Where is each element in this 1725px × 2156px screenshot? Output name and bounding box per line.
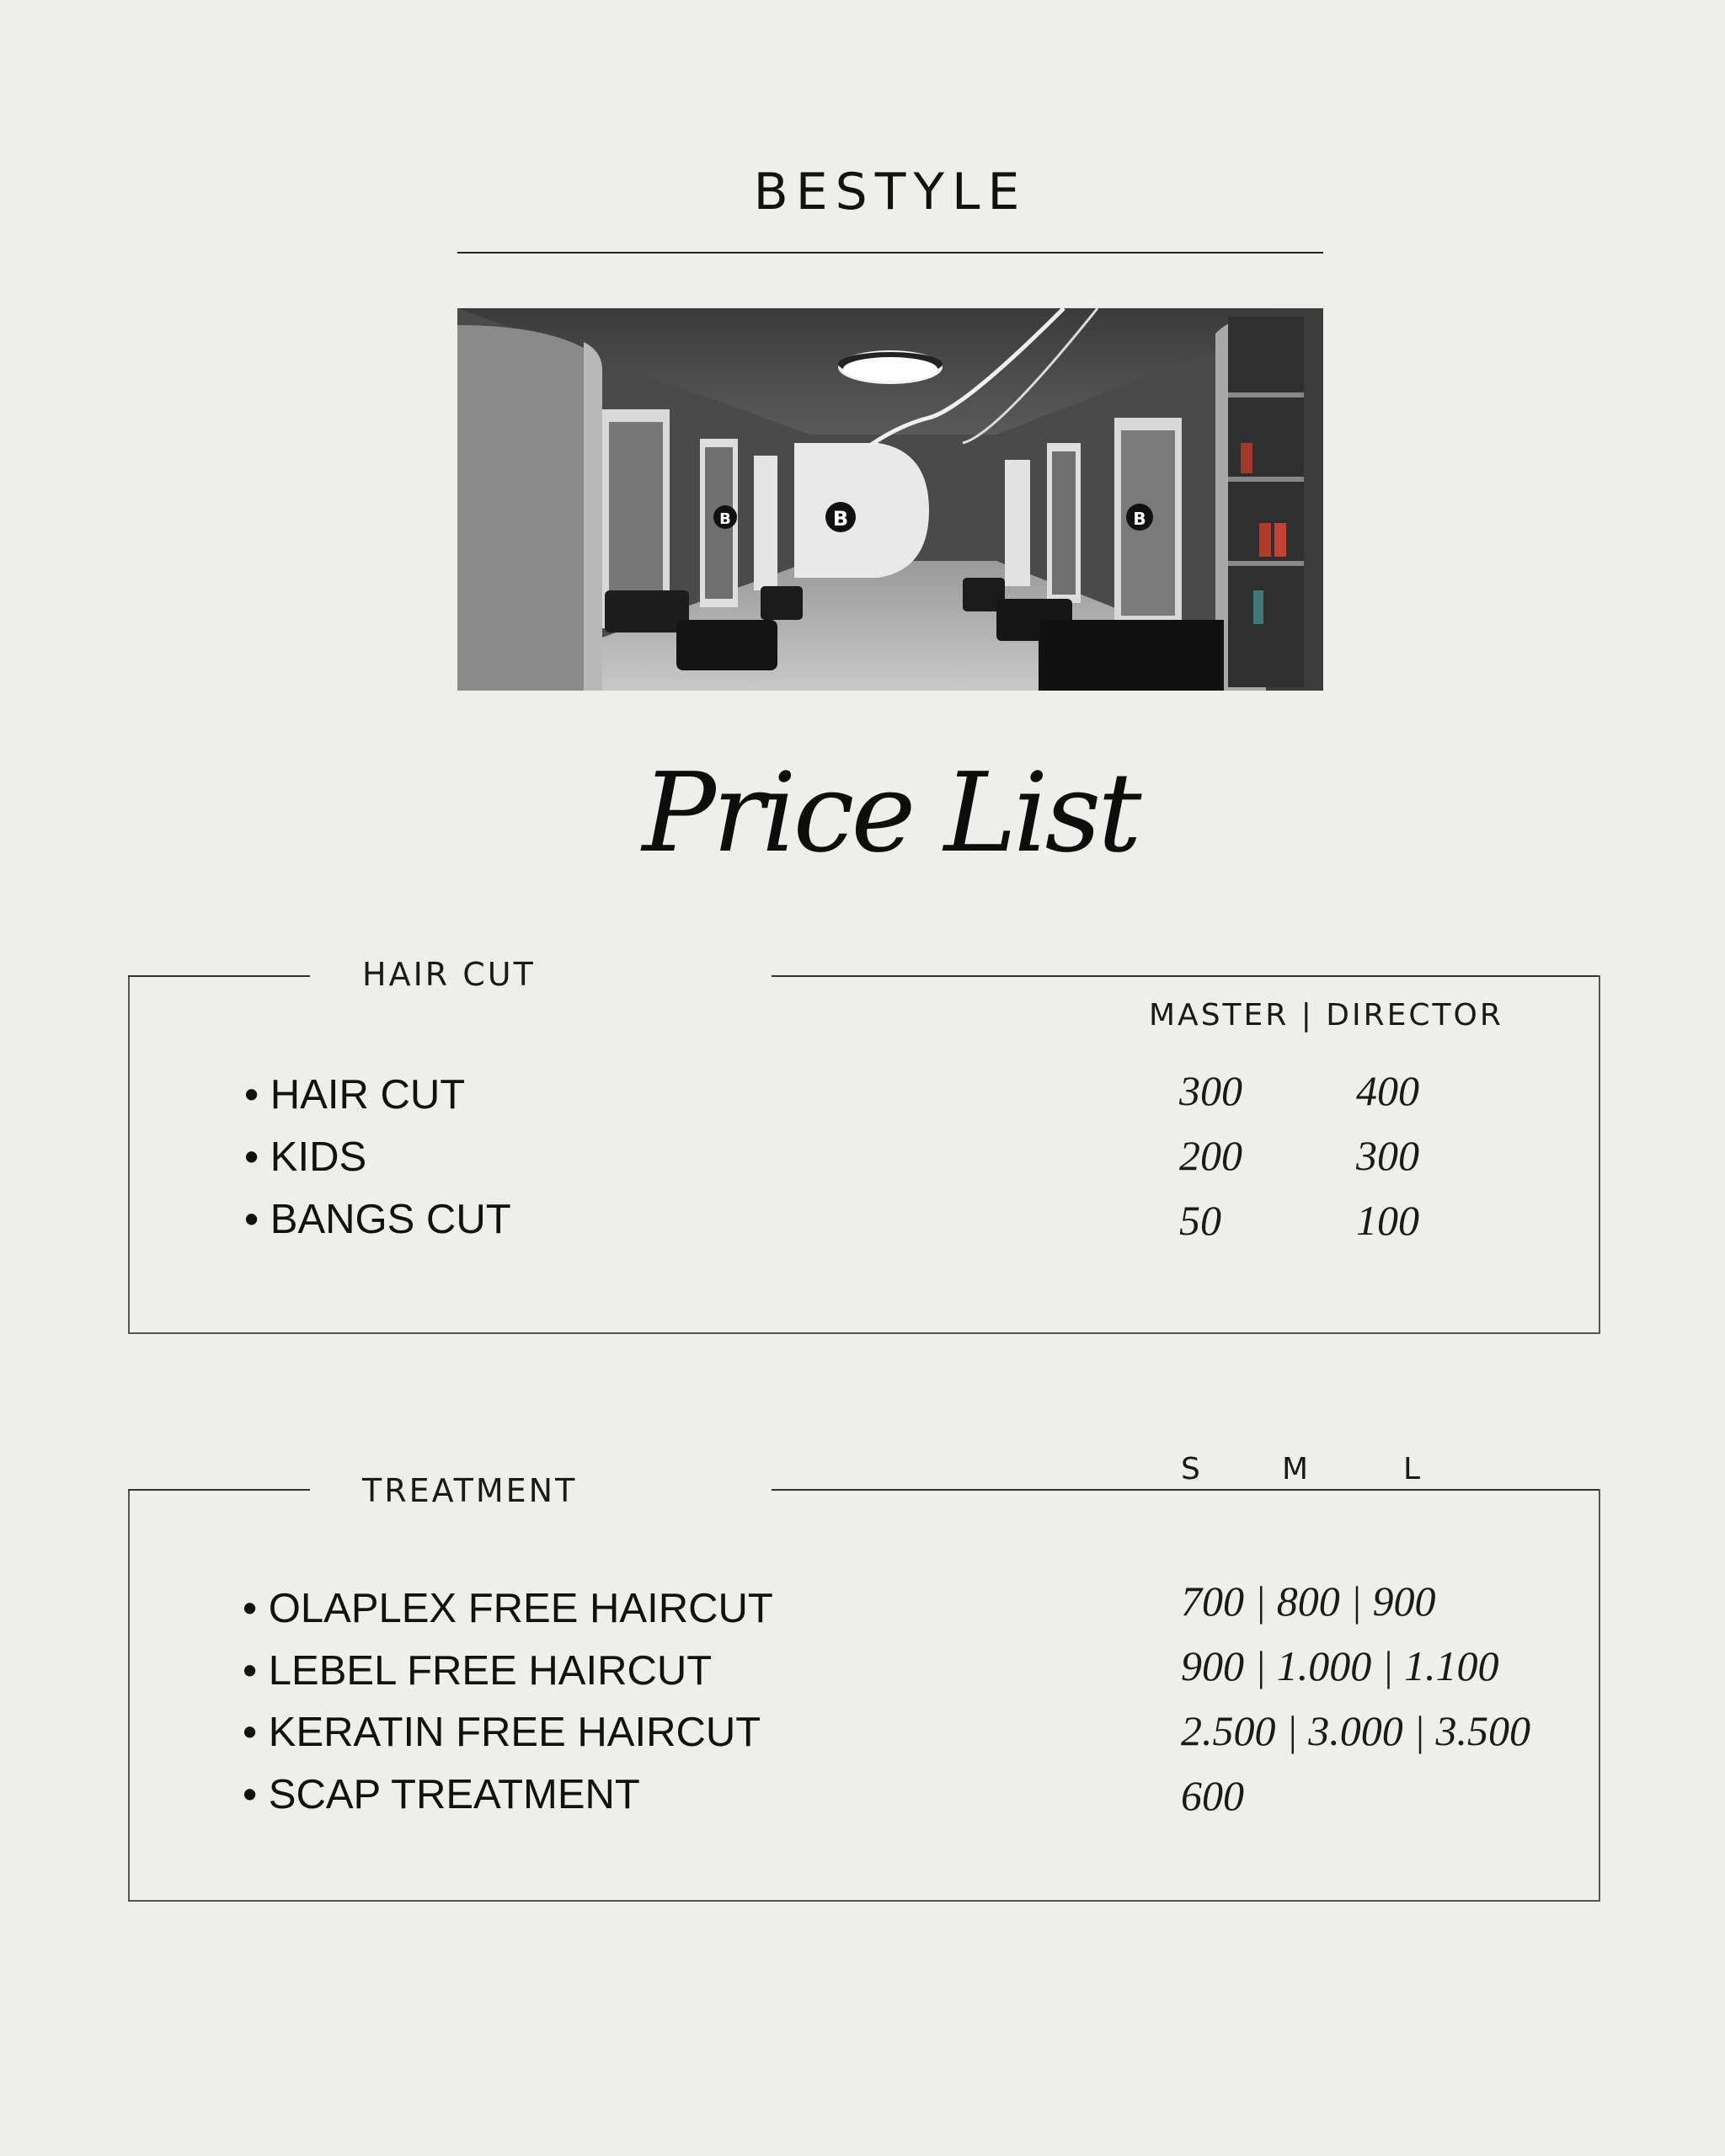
haircut-box-top-left xyxy=(128,975,310,977)
haircut-director-price: 400 xyxy=(1356,1067,1419,1114)
size-header-m: M xyxy=(1282,1452,1311,1486)
svg-text:B: B xyxy=(719,510,731,528)
svg-text:B: B xyxy=(1133,509,1146,529)
salon-interior-photo xyxy=(457,308,1323,691)
size-header-s: S xyxy=(1181,1452,1203,1486)
haircut-box-top-right xyxy=(772,975,1599,977)
treatment-item-name: • KERATIN FREE HAIRCUT xyxy=(243,1710,761,1755)
treatment-item-name: • OLAPLEX FREE HAIRCUT xyxy=(243,1586,773,1631)
treatment-item-price: 600 xyxy=(1181,1772,1244,1819)
haircut-director-price: 300 xyxy=(1356,1132,1419,1179)
treatment-box-top-left xyxy=(128,1489,310,1491)
treatment-item-price: 700 | 800 | 900 xyxy=(1181,1577,1436,1625)
haircut-section-label: HAIR CUT xyxy=(362,956,536,993)
treatment-box-top-right xyxy=(772,1489,1599,1491)
treatment-item-price: 900 | 1.000 | 1.100 xyxy=(1181,1642,1499,1689)
treatment-section-box xyxy=(128,1489,1600,1902)
treatment-section-label: TREATMENT xyxy=(362,1472,578,1509)
haircut-item-name: • HAIR CUT xyxy=(244,1072,466,1118)
haircut-master-price: 300 xyxy=(1179,1067,1242,1114)
page-title: Price List xyxy=(642,749,1139,877)
haircut-master-price: 200 xyxy=(1179,1132,1242,1179)
treatment-item-name: • SCAP TREATMENT xyxy=(243,1772,640,1817)
haircut-item-name: • KIDS xyxy=(244,1134,367,1180)
treatment-item-price: 2.500 | 3.000 | 3.500 xyxy=(1181,1707,1530,1754)
haircut-column-header: MASTER | DIRECTOR xyxy=(1149,998,1503,1033)
salon-interior-illustration xyxy=(457,308,1323,691)
size-header-l: L xyxy=(1403,1452,1423,1486)
haircut-director-price: 100 xyxy=(1356,1197,1419,1244)
brand-name: BESTYLE xyxy=(753,163,1028,221)
haircut-master-price: 50 xyxy=(1179,1197,1221,1244)
treatment-item-name: • LEBEL FREE HAIRCUT xyxy=(243,1648,713,1694)
haircut-item-name: • BANGS CUT xyxy=(244,1197,511,1242)
svg-text:B: B xyxy=(832,507,849,531)
brand-divider xyxy=(457,252,1323,253)
